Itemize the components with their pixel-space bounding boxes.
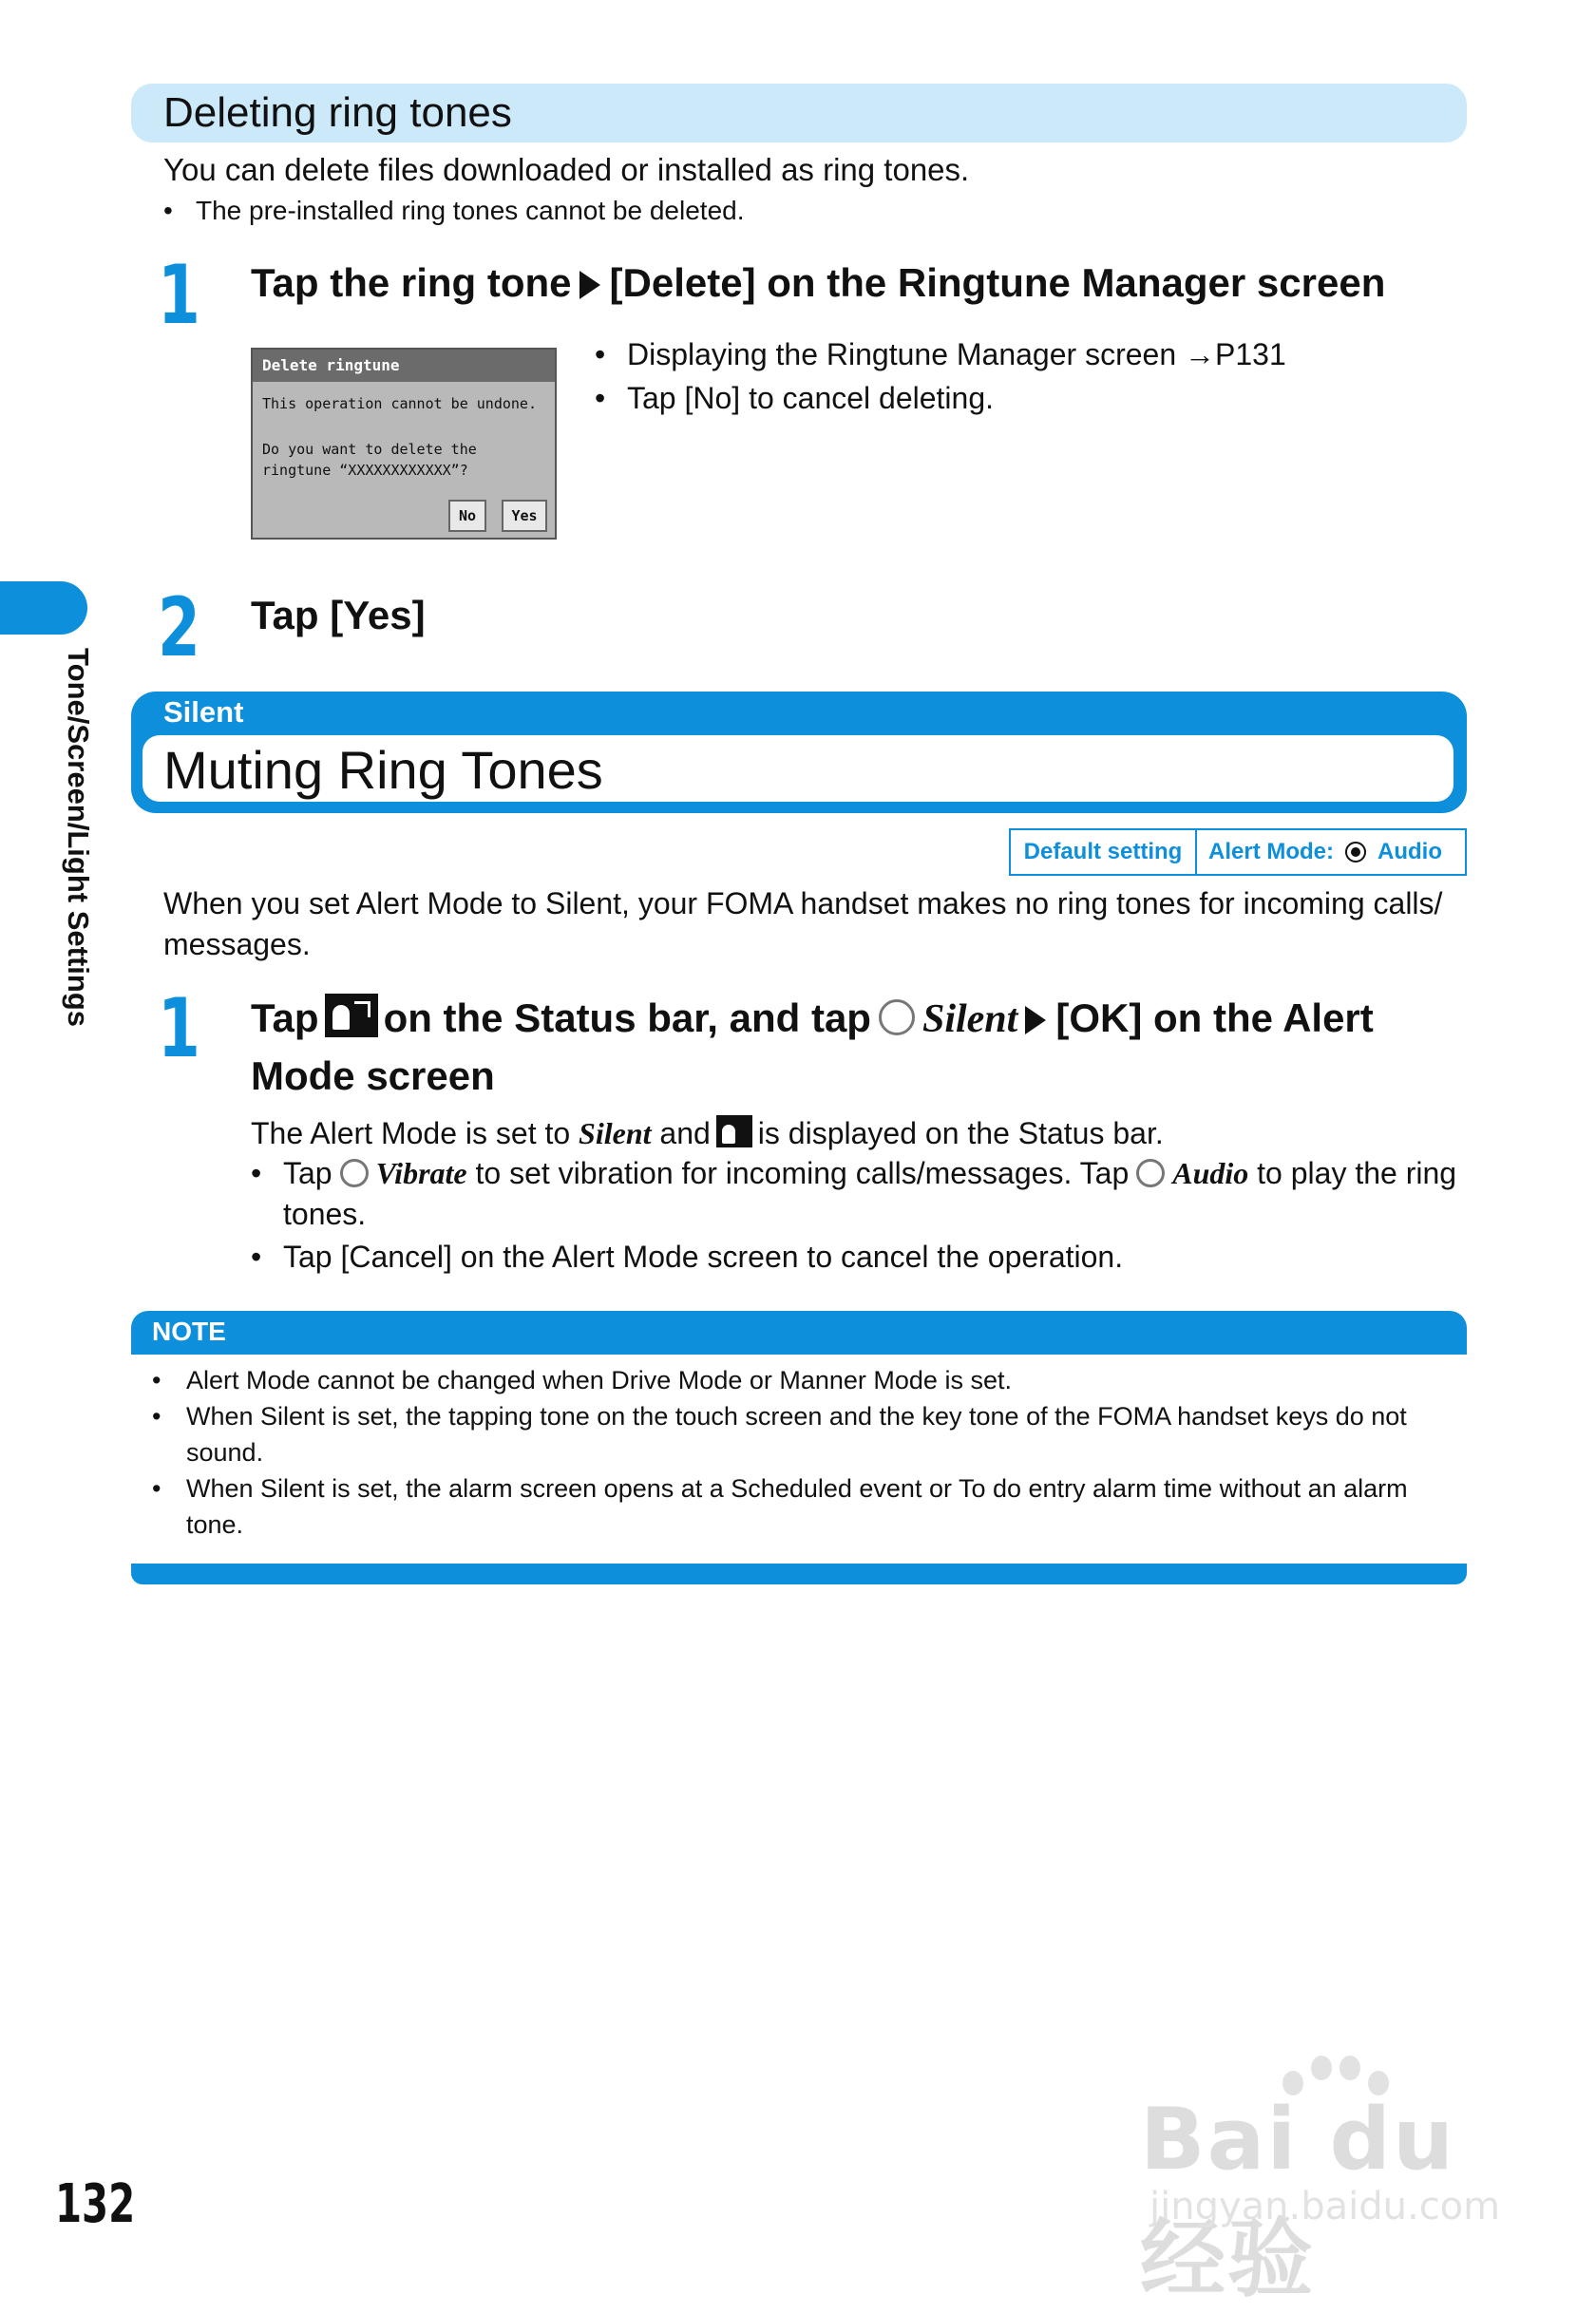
radio-unselected-icon	[879, 999, 915, 1035]
dialog-line-2: Do you want to delete the	[262, 441, 477, 458]
list-item: • Displaying the Ringtune Manager screen →P131	[595, 337, 1286, 371]
section-header-deleting	[131, 84, 1467, 142]
arrow-right-icon	[1025, 1006, 1046, 1034]
alert-mode-status-icon[interactable]	[325, 994, 378, 1037]
radio-unselected-icon	[1136, 1159, 1165, 1187]
page-number: 132	[55, 2173, 136, 2235]
note-footer-bar	[131, 1564, 1467, 1584]
delete-ringtune-dialog	[251, 348, 557, 540]
silent-status-icon	[716, 1115, 752, 1147]
dialog-line-1: This operation cannot be undone.	[262, 395, 537, 412]
arrow-right-icon	[580, 271, 600, 299]
note-list	[150, 1362, 1461, 1543]
step-number-2: 2	[158, 580, 200, 675]
yes-button[interactable]: Yes	[502, 500, 547, 532]
list-item: • Alert Mode cannot be changed when Drive Mode or Manner Mode is set.	[150, 1362, 1461, 1398]
silent-step1-result: The Alert Mode is set to Silent and is displayed on the Status bar.	[251, 1116, 1164, 1150]
list-item: • When Silent is set, the tapping tone on the touch screen and the key tone of the FOMA handset keys do not sound.	[150, 1398, 1461, 1470]
silent-step1-bullet-2: • Tap [Cancel] on the Alert Mode screen to cancel the operation.	[251, 1240, 1124, 1274]
list-item: • When Silent is set, the alarm screen opens at a Scheduled event or To do entry alarm time without an alarm tone.	[150, 1470, 1461, 1543]
default-setting-label: Default setting	[1011, 830, 1197, 874]
note-header	[131, 1311, 1467, 1355]
side-tab-label: Tone/Screen/Light Settings	[62, 648, 95, 1028]
step1-title: Tap the ring tone [Delete] on the Ringtune Manager screen	[251, 260, 1386, 305]
radio-unselected-icon	[340, 1159, 369, 1187]
side-tab-marker	[0, 581, 87, 635]
baidu-watermark	[1140, 2042, 1520, 2309]
preinstalled-note: • The pre-installed ring tones cannot be deleted.	[163, 196, 745, 225]
silent-step1-bullet-1: • Tap Vibrate to set vibration for incoming calls/messages. Tap Audio to play the ring tones.	[251, 1156, 1457, 1231]
note-label: NOTE	[152, 1317, 226, 1346]
watermark-sub: jingyan.baidu.com	[1150, 2185, 1501, 2228]
step2-title: Tap [Yes]	[251, 593, 426, 637]
step-number-1: 1	[158, 248, 200, 343]
step-number-silent-1: 1	[158, 981, 200, 1076]
dialog-line-3: ringtune “XXXXXXXXXXXX”?	[262, 462, 468, 479]
watermark-main: Bai du 经验	[1140, 2090, 1456, 2309]
section-title: Deleting ring tones	[163, 89, 512, 136]
default-setting-box	[1009, 828, 1467, 876]
list-item: • Tap [No] to cancel deleting.	[595, 381, 995, 415]
no-button[interactable]: No	[448, 500, 486, 532]
default-setting-value: Alert Mode: Audio	[1208, 839, 1442, 864]
dialog-title: Delete ringtune	[253, 350, 555, 382]
silent-description: When you set Alert Mode to Silent, your FOMA handset makes no ring tones for incoming calls/ messages.	[163, 886, 1443, 961]
silent-section-header	[131, 692, 1467, 813]
silent-step1-title: Tap on the Status bar, and tap Silent [OK] on the Alert Mode screen	[251, 995, 1374, 1098]
step1-bullets	[595, 332, 1286, 420]
radio-selected-icon	[1345, 842, 1366, 863]
intro-text: You can delete files downloaded or installed as ring tones.	[163, 152, 970, 187]
silent-title: Muting Ring Tones	[163, 740, 603, 800]
silent-tag: Silent	[163, 695, 244, 729]
